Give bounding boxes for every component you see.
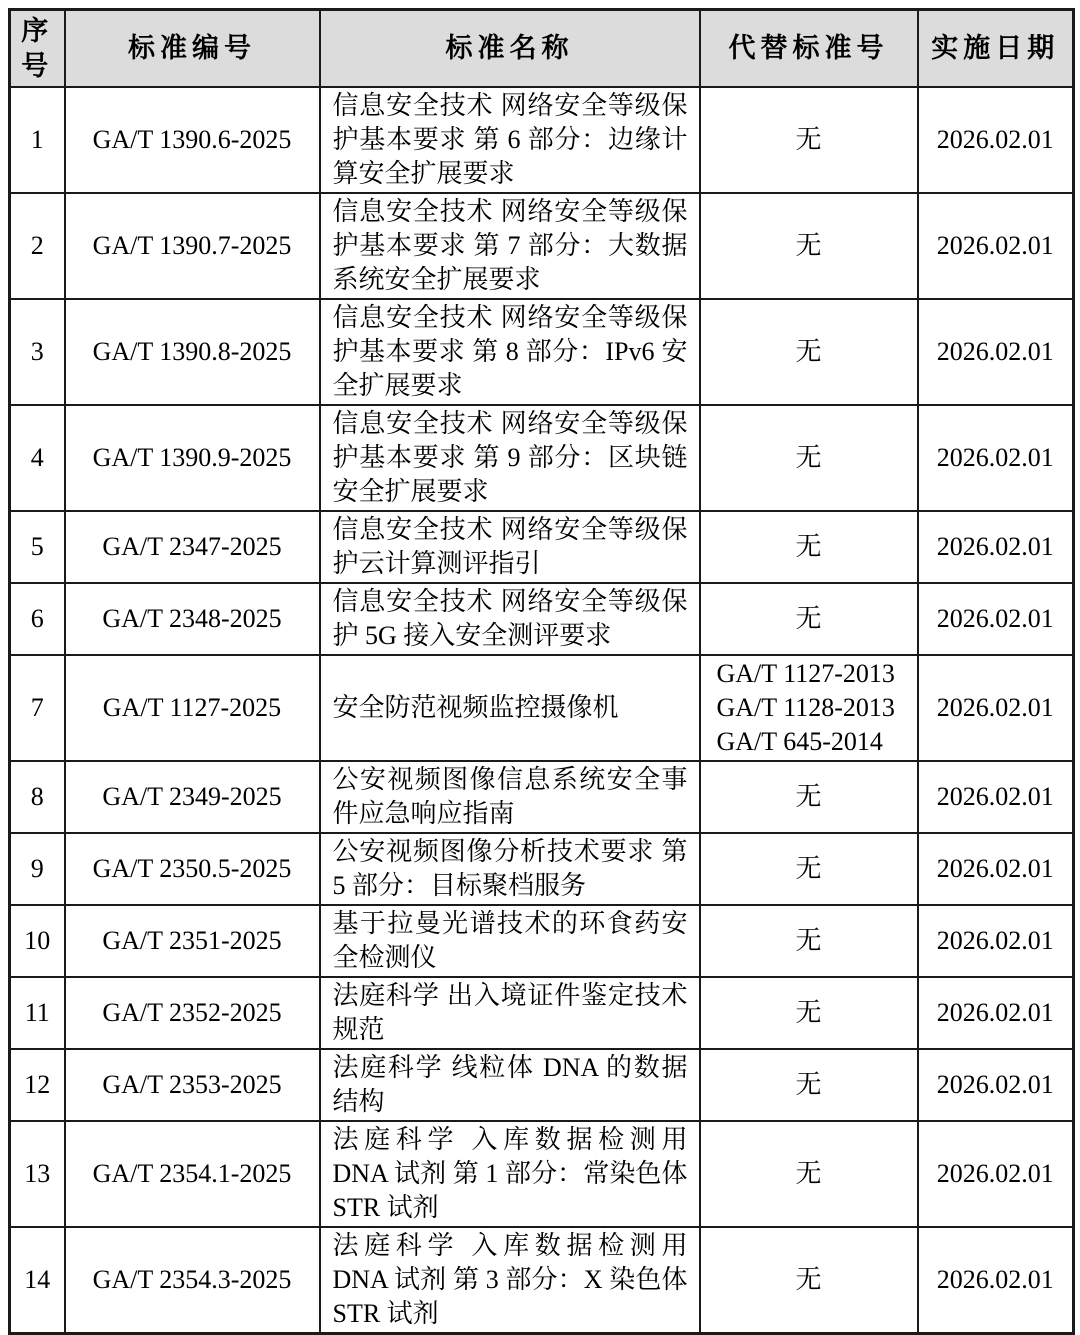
- implementation-date-cell: 2026.02.01: [918, 977, 1074, 1049]
- row-number-cell: 3: [10, 299, 65, 405]
- standard-code-cell: GA/T 1390.8-2025: [65, 299, 320, 405]
- implementation-date-cell: 2026.02.01: [918, 87, 1074, 193]
- implementation-date-cell: 2026.02.01: [918, 833, 1074, 905]
- row-number-cell: 8: [10, 761, 65, 833]
- replaced-standard-cell: 无: [700, 87, 918, 193]
- implementation-date-cell: 2026.02.01: [918, 583, 1074, 655]
- table-row: [10, 761, 1074, 833]
- implementation-date-cell: 2026.02.01: [918, 193, 1074, 299]
- table-row: [10, 977, 1074, 1049]
- row-number-cell: 13: [10, 1121, 65, 1227]
- replaced-standard-cell: 无: [700, 1227, 918, 1334]
- implementation-date-cell: 2026.02.01: [918, 1121, 1074, 1227]
- replaced-standard-cell: 无: [700, 905, 918, 977]
- replaced-standard-cell: 无: [700, 511, 918, 583]
- header-code: 标准编号: [65, 10, 320, 88]
- table-row: [10, 1227, 1074, 1334]
- standard-name-cell: 公安视频图像信息系统安全事件应急响应指南: [320, 761, 700, 833]
- table-row: [10, 511, 1074, 583]
- standards-table: [8, 8, 1075, 1335]
- implementation-date-cell: 2026.02.01: [918, 905, 1074, 977]
- standard-code-cell: GA/T 1390.6-2025: [65, 87, 320, 193]
- standard-name-cell: 公安视频图像分析技术要求 第 5 部分：目标聚档服务: [320, 833, 700, 905]
- row-number-cell: 14: [10, 1227, 65, 1334]
- implementation-date-cell: 2026.02.01: [918, 761, 1074, 833]
- standard-code-cell: GA/T 1127-2025: [65, 655, 320, 761]
- standard-code-cell: GA/T 2347-2025: [65, 511, 320, 583]
- header-name: 标准名称: [320, 10, 700, 88]
- row-number-cell: 6: [10, 583, 65, 655]
- standard-name-cell: 信息安全技术 网络安全等级保护基本要求 第 6 部分：边缘计算安全扩展要求: [320, 87, 700, 193]
- row-number-cell: 11: [10, 977, 65, 1049]
- standard-code-cell: GA/T 1390.9-2025: [65, 405, 320, 511]
- implementation-date-cell: 2026.02.01: [918, 1049, 1074, 1121]
- implementation-date-cell: 2026.02.01: [918, 405, 1074, 511]
- implementation-date-cell: 2026.02.01: [918, 299, 1074, 405]
- standard-name-cell: 信息安全技术 网络安全等级保护基本要求 第 9 部分：区块链安全扩展要求: [320, 405, 700, 511]
- replaced-standard-cell: 无: [700, 405, 918, 511]
- standard-code-cell: GA/T 2354.3-2025: [65, 1227, 320, 1334]
- row-number-cell: 9: [10, 833, 65, 905]
- table-row: [10, 87, 1074, 193]
- replaced-standard-cell: 无: [700, 193, 918, 299]
- replaced-standard-cell: 无: [700, 583, 918, 655]
- row-number-cell: 5: [10, 511, 65, 583]
- standard-name-cell: 法庭科学 出入境证件鉴定技术规范: [320, 977, 700, 1049]
- replaced-standard-cell: 无: [700, 1121, 918, 1227]
- standard-code-cell: GA/T 2352-2025: [65, 977, 320, 1049]
- standard-code-cell: GA/T 2354.1-2025: [65, 1121, 320, 1227]
- table-row: [10, 905, 1074, 977]
- row-number-cell: 12: [10, 1049, 65, 1121]
- replaced-standard-cell: GA/T 1127-2013 GA/T 1128-2013 GA/T 645-2014: [700, 655, 918, 761]
- implementation-date-cell: 2026.02.01: [918, 655, 1074, 761]
- standard-code-cell: GA/T 2350.5-2025: [65, 833, 320, 905]
- standard-name-cell: 安全防范视频监控摄像机: [320, 655, 700, 761]
- header-date: 实施日期: [918, 10, 1074, 88]
- replaced-standard-cell: 无: [700, 1049, 918, 1121]
- standard-name-cell: 法庭科学 入库数据检测用 DNA 试剂 第 3 部分：X 染色体 STR 试剂: [320, 1227, 700, 1334]
- table-row: [10, 193, 1074, 299]
- row-number-cell: 2: [10, 193, 65, 299]
- table-row: [10, 405, 1074, 511]
- replaced-standard-cell: 无: [700, 977, 918, 1049]
- replaced-standard-cell: 无: [700, 833, 918, 905]
- standard-code-cell: GA/T 2353-2025: [65, 1049, 320, 1121]
- standard-name-cell: 法庭科学 线粒体 DNA 的数据结构: [320, 1049, 700, 1121]
- replaced-standard-cell: 无: [700, 299, 918, 405]
- table-row: [10, 833, 1074, 905]
- standard-name-cell: 信息安全技术 网络安全等级保护基本要求 第 7 部分：大数据系统安全扩展要求: [320, 193, 700, 299]
- table-row: [10, 655, 1074, 761]
- implementation-date-cell: 2026.02.01: [918, 1227, 1074, 1334]
- standard-code-cell: GA/T 2348-2025: [65, 583, 320, 655]
- standard-code-cell: GA/T 2351-2025: [65, 905, 320, 977]
- standard-name-cell: 信息安全技术 网络安全等级保护云计算测评指引: [320, 511, 700, 583]
- header-row: [10, 10, 1074, 88]
- header-replaces: 代替标准号: [700, 10, 918, 88]
- table-row: [10, 1121, 1074, 1227]
- row-number-cell: 7: [10, 655, 65, 761]
- standard-name-cell: 基于拉曼光谱技术的环食药安全检测仪: [320, 905, 700, 977]
- implementation-date-cell: 2026.02.01: [918, 511, 1074, 583]
- standard-name-cell: 信息安全技术 网络安全等级保护 5G 接入安全测评要求: [320, 583, 700, 655]
- table-row: [10, 1049, 1074, 1121]
- header-no: 序号: [10, 10, 65, 88]
- row-number-cell: 10: [10, 905, 65, 977]
- standard-code-cell: GA/T 1390.7-2025: [65, 193, 320, 299]
- table-header: [10, 10, 1074, 88]
- standard-name-cell: 信息安全技术 网络安全等级保护基本要求 第 8 部分：IPv6 安全扩展要求: [320, 299, 700, 405]
- table-body: [10, 87, 1074, 1334]
- replaced-standard-cell: 无: [700, 761, 918, 833]
- table-row: [10, 583, 1074, 655]
- table-row: [10, 299, 1074, 405]
- standard-name-cell: 法庭科学 入库数据检测用 DNA 试剂 第 1 部分：常染色体 STR 试剂: [320, 1121, 700, 1227]
- row-number-cell: 1: [10, 87, 65, 193]
- standard-code-cell: GA/T 2349-2025: [65, 761, 320, 833]
- row-number-cell: 4: [10, 405, 65, 511]
